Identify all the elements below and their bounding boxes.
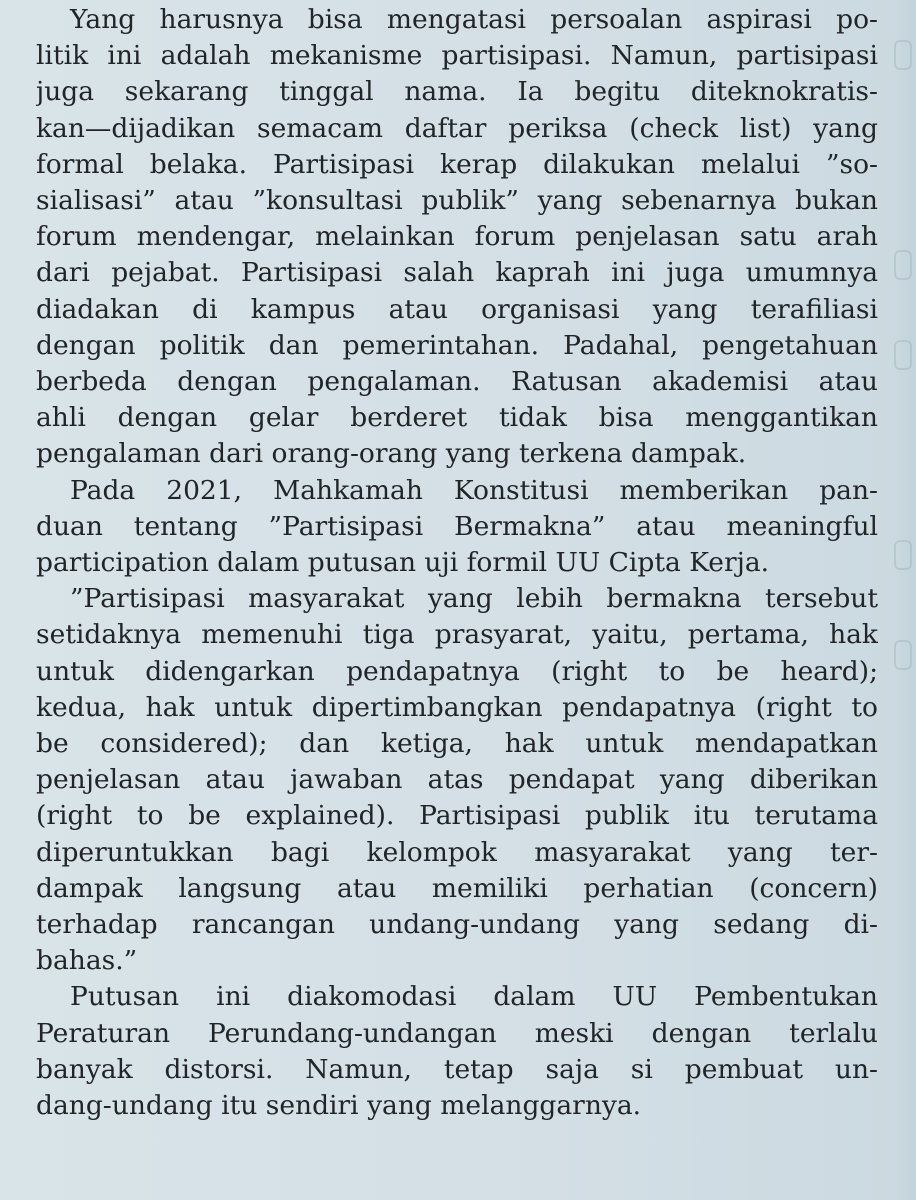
paragraph-2	[36, 473, 878, 582]
paragraph-1	[36, 2, 878, 473]
edge-decoration	[894, 640, 912, 670]
text-line: ”Partisipasi masyarakat yang lebih bermakna tersebut	[70, 583, 878, 615]
text-line: formal belaka. Partisipasi kerap dilakukan melalui ”so-	[36, 148, 878, 180]
text-line: forum mendengar, melainkan forum penjelasan satu arah	[36, 221, 878, 253]
text-line: terhadap rancangan undang-undang yang sedang di-	[36, 909, 878, 941]
page-edge-strip	[894, 0, 916, 1200]
edge-decoration	[894, 540, 912, 570]
text-line: dang-undang itu sendiri yang melanggarnya.	[36, 1090, 642, 1122]
text-line: duan tentang ”Partisipasi Bermakna” atau meaningful	[36, 510, 878, 542]
text-line: diperuntukkan bagi kelompok masyarakat yang ter-	[36, 836, 878, 868]
text-line: untuk didengarkan pendapatnya (right to be heard);	[36, 655, 878, 687]
text-line: dengan politik dan pemerintahan. Padahal, pengetahuan	[36, 329, 878, 361]
text-line: Pada 2021, Mahkamah Konstitusi memberikan pan-	[70, 474, 878, 506]
text-line: ahli dengan gelar berderet tidak bisa menggantikan	[36, 402, 878, 434]
text-line: participation dalam putusan uji formil UU Cipta Kerja.	[36, 547, 770, 579]
article-column	[36, 2, 878, 1124]
text-line: sialisasi” atau ”konsultasi publik” yang sebenarnya bukan	[36, 185, 878, 217]
text-line: (right to be explained). Partisipasi publik itu terutama	[36, 800, 878, 832]
text-line: pengalaman dari orang-orang yang terkena dampak.	[36, 438, 747, 470]
text-line: kedua, hak untuk dipertimbangkan pendapatnya (right to	[36, 691, 878, 723]
text-line: Peraturan Perundang-undangan meski dengan terlalu	[36, 1017, 878, 1049]
text-line: juga sekarang tinggal nama. Ia begitu diteknokratis-	[36, 76, 878, 108]
text-line: berbeda dengan pengalaman. Ratusan akademisi atau	[36, 366, 878, 398]
paragraph-4	[36, 979, 878, 1124]
paragraph-3-quote	[36, 581, 878, 979]
text-line: diadakan di kampus atau organisasi yang terafiliasi	[36, 293, 878, 325]
edge-decoration	[894, 340, 912, 370]
text-line: be considered); dan ketiga, hak untuk mendapatkan	[36, 728, 878, 760]
text-line: Putusan ini diakomodasi dalam UU Pembentukan	[70, 981, 878, 1013]
text-line: banyak distorsi. Namun, tetap saja si pembuat un-	[36, 1053, 878, 1085]
text-line: penjelasan atau jawaban atas pendapat yang diberikan	[36, 764, 878, 796]
text-line: litik ini adalah mekanisme partisipasi. Namun, partisipasi	[36, 40, 878, 72]
edge-decoration	[894, 250, 912, 280]
edge-decoration	[894, 40, 912, 70]
text-line: dampak langsung atau memiliki perhatian (concern)	[36, 872, 878, 904]
text-line: bahas.”	[36, 945, 138, 977]
text-line: kan—dijadikan semacam daftar periksa (check list) yang	[36, 112, 878, 144]
text-line: setidaknya memenuhi tiga prasyarat, yaitu, pertama, hak	[36, 619, 878, 651]
text-line: dari pejabat. Partisipasi salah kaprah ini juga umumnya	[36, 257, 878, 289]
text-line: Yang harusnya bisa mengatasi persoalan aspirasi po-	[70, 4, 878, 35]
